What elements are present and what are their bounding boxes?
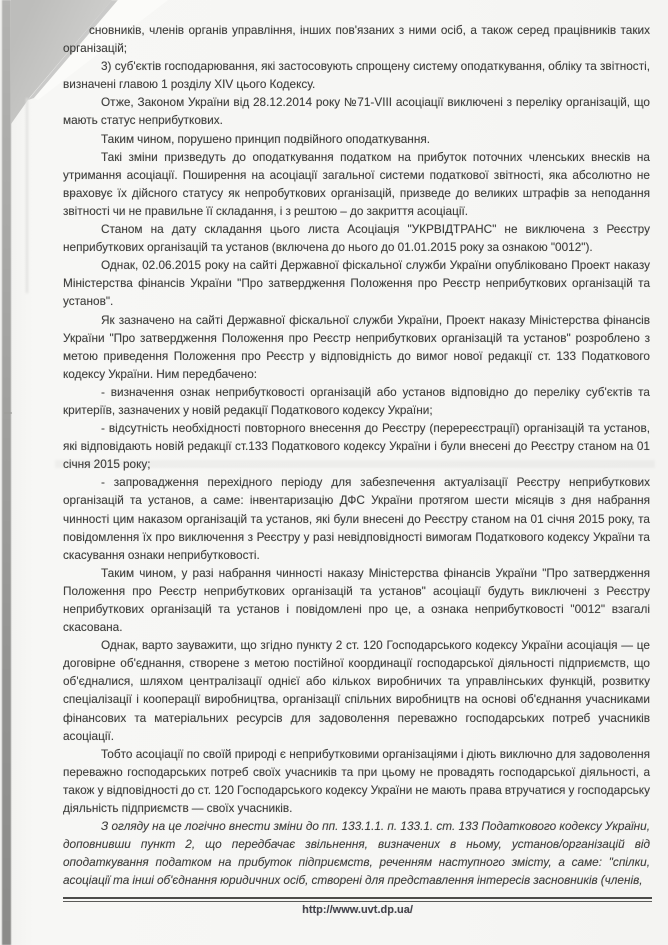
- paragraph-consequences: Такі зміни призведуть до оподаткування податком на прибуток поточних членських внесків на утримання асоціації. Поширення на асоціації загальної системи податкової звітності, яка абсолютно не враховує їх дійсного статусу як непробуткових організацій, призведе до великих штрафів за неподання звітності чи не правильне її складання, і з рештою – до закриття асоціації.: [63, 149, 650, 218]
- paragraph-proposed-amendment: З огляду на це логічно внести зміни до пп. 133.1.1. п. 133.1. ст. 133 Податкового кодексу України, доповнивши пункт 2, що передбачає звільнення, визначених в ньому, установ/організацій від оподаткування податком на прибуток підприємств, реченням наступного змісту, а саме: "спілки, асоціації та інші об'єднання юридичних осіб, створені для представлення інтересів засновників (членів,: [63, 819, 650, 888]
- letter-body: [63, 21, 650, 890]
- paragraph-exclusion-warning: Таким чином, у разі набрання чинності наказу Міністерства фінансів України "Про затвердження Положення про Реєстр неприбуткових організацій та установ" асоціації будуть виключені з Реєстру неприбуткових організацій та установ і повідомлені про це, а ознака неприбутковості "0012" взагалі скасована.: [63, 565, 650, 635]
- paragraph-draft-order: Однак, 02.06.2015 року на сайті Державної фіскальної служби України опубліковано Проект наказу Міністерства фінансів України "Про затвердження Положення про Реєстр неприбуткових організацій та установ".: [63, 258, 650, 309]
- paragraph-bullet-criteria: - визначення ознак неприбутковості організацій або установ відповідно до переліку суб'єктів та критеріїв, зазначених у новій редакції Податкового кодексу України;: [63, 384, 650, 417]
- scan-speck: [4, 412, 12, 414]
- paragraph-law-conclusion: Отже, Законом України від 28.12.2014 року №71-VIII асоціації виключені з переліку організацій, що мають статус неприбуткових.: [63, 95, 650, 128]
- paragraph-draft-purpose: Як зазначено на сайті Державної фіскальної служби України, Проект наказу Міністерства фінансів України "Про затвердження Положення про Реєстр неприбуткових організацій та установ" розроблено з метою приведення Положення про Реєстр у відповідність до вимог нової редакції ст. 133 Податкового кодексу України. Ним передбачено:: [63, 312, 650, 381]
- paragraph-association-definition: Однак, варто зауважити, що згідно пункту 2 ст. 120 Господарського кодексу України асоціація — це договірне об'єднання, створене з метою постійної координації господарської діяльності підприємств, що об'єдналися, шляхом централізації однієї або кількох виробничих та управлінських функцій, розвитку спеціалізації і кооперації виробництва, організації спільних виробництв на основі об'єднання учасниками фінансових та матеріальних ресурсів для задоволення переважно господарських потреб учасників асоціації.: [63, 638, 650, 743]
- fold-crease: [26, 98, 28, 293]
- paragraph-nonprofit-nature: Тобто асоціації по своїй природі є неприбутковими організаціями і діють виключно для задоволення переважно господарських потреб своїх учасників та при цьому не провадять господарської діяльності, а також у відповідності до ст. 120 Господарського кодексу України не мають права втручатися у господарську діяльність підприємств — своїх учасників.: [63, 746, 650, 816]
- footer-divider: [63, 897, 652, 902]
- paragraph-double-taxation: Таким чином, порушено принцип подвійного оподаткування.: [101, 131, 431, 146]
- paragraph-ukrvidtrans-status: Станом на дату складання цього листа Асоціація "УКРВІДТРАНС" не виключена з Реєстру неприбуткових організацій та установ (включена до нього до 01.01.2015 року за ознакою "0012").: [63, 222, 650, 255]
- website-url: http://www.uvt.dp.ua/: [302, 904, 413, 916]
- paragraph-list-item-3: 3) суб'єктів господарювання, які застосовують спрощену систему оподаткування, обліку та звітності, визначені главою 1 розділу XIV цього Кодексу.: [63, 59, 650, 92]
- paragraph-bullet-transition: - запровадження перехідного періоду для забезпечення актуалізації Реєстру неприбуткових організацій та установ, а саме: інвентаризацію ДФС України протягом шести місяців з дня набрання чинності цим наказом організацій та установ, які були внесені до Реєстру станом на 01 січня 2015 року, та повідомлення їх про виключення з Реєстру у разі невідповідності вимогам Податкового кодексу України та скасування ознаки неприбутковості.: [63, 475, 650, 562]
- paragraph-continuation: сновників, членів органів управління, інших пов'язаних з ними осіб, а також серед працівників таких організацій;: [63, 23, 650, 56]
- paragraph-bullet-reregistration: - відсутність необхідності повторного внесення до Реєстру (перереєстрації) організацій та установ, які відповідають новій редакції ст.133 Податкового кодексу України і були внесені до Реєстру станом на 01 січня 2015 року;: [63, 421, 650, 472]
- scanner-edge-shadow: [2, 0, 11, 945]
